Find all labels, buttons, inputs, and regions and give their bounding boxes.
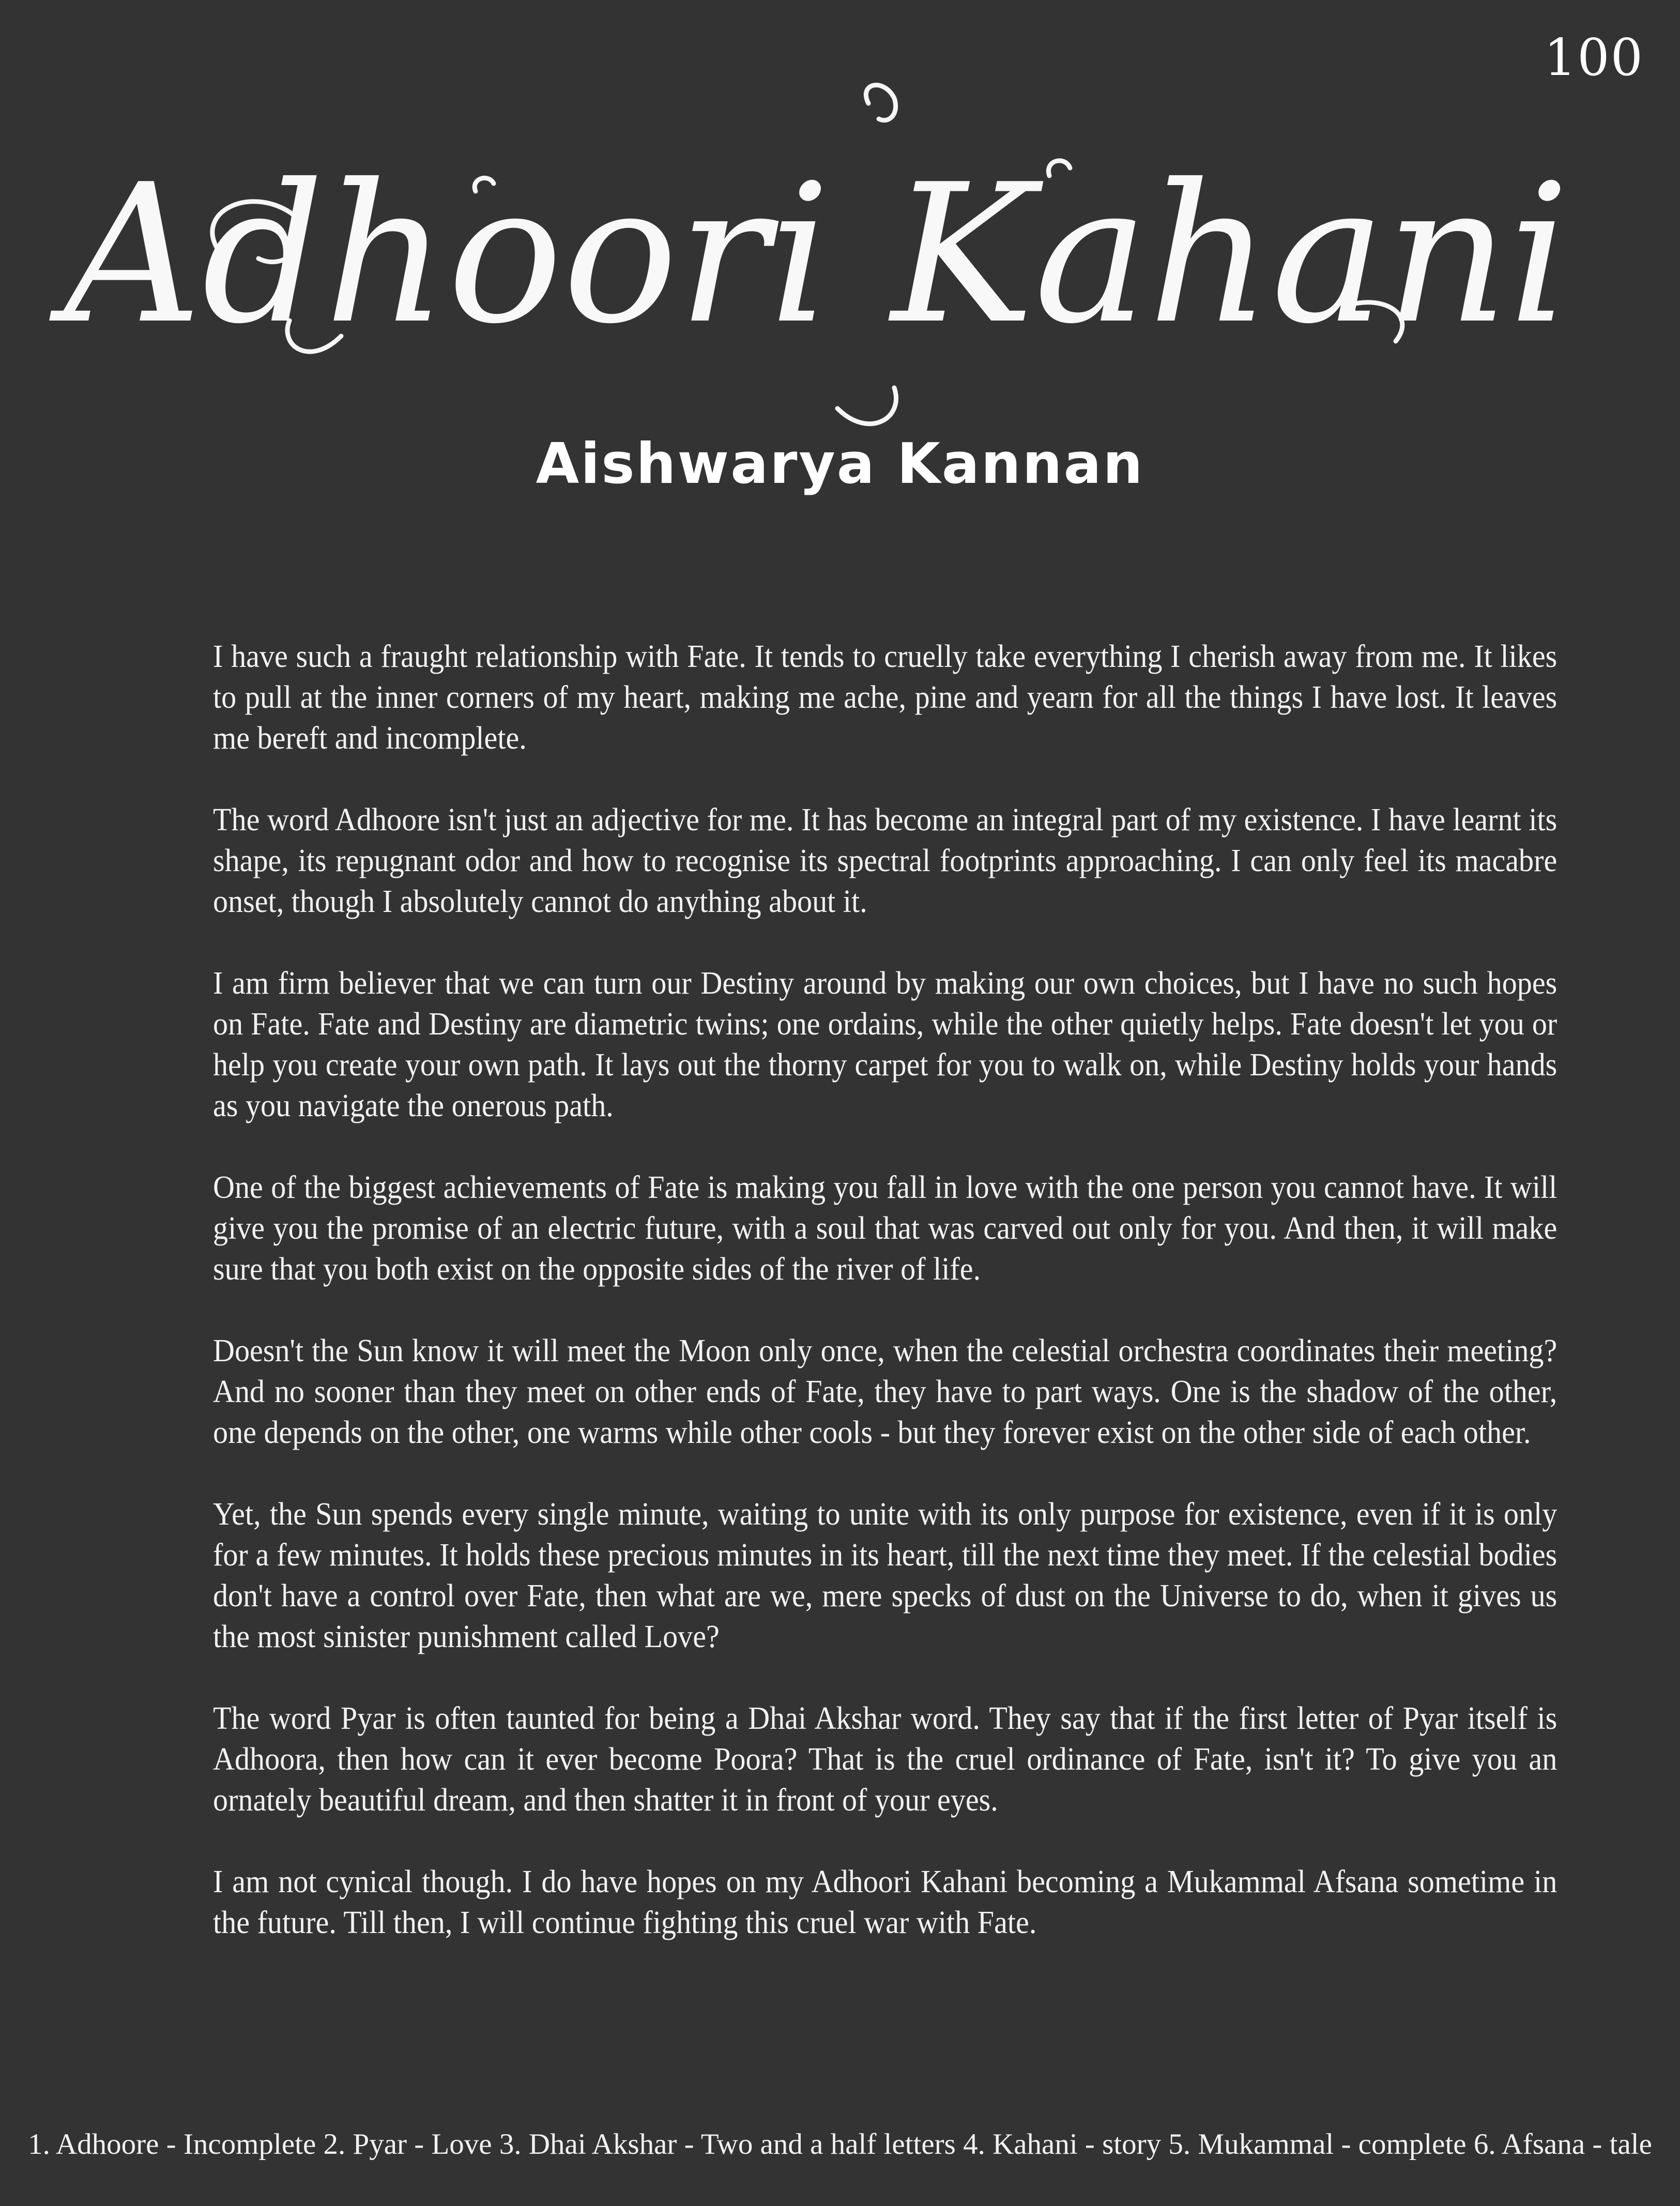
paragraph: Yet, the Sun spends every single minute, waiting to unite with its only purpose for existence, even if it is only for a few minutes. It holds these precious minutes in its heart, till the next time they meet. If the celestial bodies don't have a control over Fate, then what are we, mere specks of dust on the Universe to do, when it gives us the most sinister punishment called Love? — [213, 1496, 1557, 1654]
paragraph: One of the biggest achievements of Fate is making you fall in love with the one person you cannot have. It will give you the promise of an electric future, with a soul that was carved out only for you. And then, it will make sure that you both exist on the opposite sides of the river of life. — [213, 1169, 1557, 1287]
title-text: Adhoori Kahani — [64, 144, 1570, 366]
paragraph: I have such a fraught relationship with Fate. It tends to cruelly take everything I cherish away from me. It likes to pull at the inner corners of my heart, making me ache, pine and yearn for all the things I have lost. It leaves me bereft and incomplete. — [213, 638, 1557, 756]
paragraph: I am firm believer that we can turn our Destiny around by making our own choices, but I have no such hopes on Fate. Fate and Destiny are diametric twins; one ordains, while the other quietly helps. Fate doesn't let you or help you create your own path. It lays out the thorny carpet for you to walk on, while Destiny holds your hands as you navigate the onerous path. — [213, 965, 1557, 1123]
paragraph: Doesn't the Sun know it will meet the Moon only once, when the celestial orchestra coordinates their meeting? And no sooner than they meet on other ends of Fate, they have to part ways. One is the shadow of the other, one depends on the other, one warms while other cools - but they forever exist on the other side of each other. — [213, 1332, 1557, 1450]
paragraph: The word Pyar is often taunted for being a Dhai Akshar word. They say that if the first letter of Pyar itself is Adhoora, then how can it ever become Poora? That is the cruel ordinance of Fate, isn't it? To give you an ornately beautiful dream, and then shatter it in front of your eyes. — [213, 1700, 1557, 1818]
paragraph: The word Adhoore isn't just an adjective for me. It has become an integral part of my existence. I have learnt its shape, its repugnant odor and how to recognise its spectral footprints approaching. I can only feel its macabre onset, though I absolutely cannot do anything about it. — [213, 801, 1557, 919]
page-number: 100 — [1544, 28, 1644, 87]
author-name: Aishwarya Kannan — [536, 432, 1144, 496]
title-calligraphy — [64, 78, 1570, 439]
footnotes: 1. Adhoore - Incomplete 2. Pyar - Love 3. Dhai Akshar - Two and a half letters 4. Kahani - story 5. Mukammal - complete 6. Afsana - tale — [28, 2128, 1652, 2161]
paragraph: I am not cynical though. I do have hopes on my Adhoori Kahani becoming a Mukammal Afsana sometime in the future. Till then, I will continue fighting this cruel war with Fate. — [213, 1863, 1557, 1940]
article-body — [213, 636, 1557, 1984]
